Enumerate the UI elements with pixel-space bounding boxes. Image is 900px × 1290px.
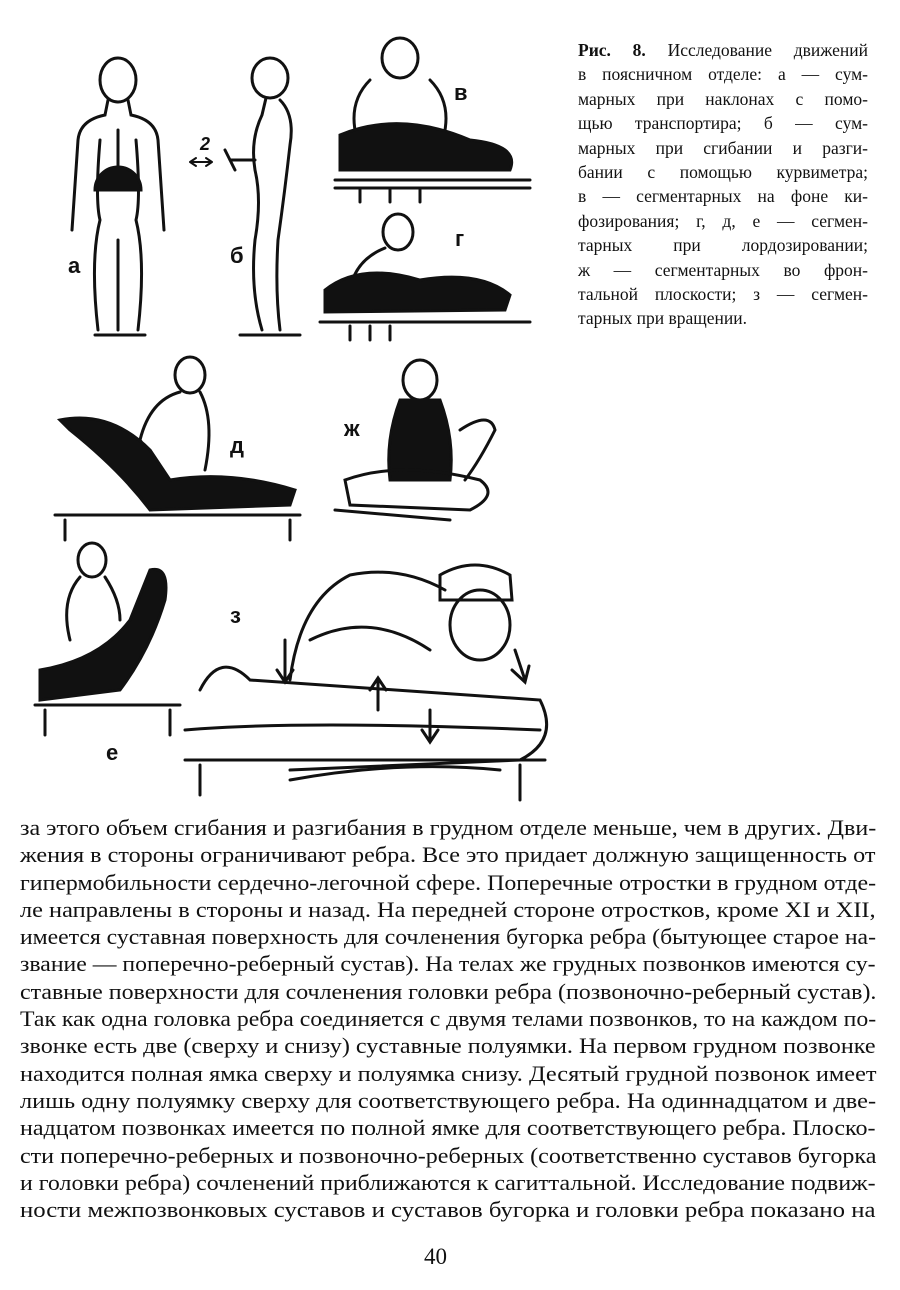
body-line: надцатом позвонках имеется по полной ямке для соответствующего ребра. Плоско- <box>20 1115 876 1141</box>
caption-line: марных при наклонах с помо- <box>578 88 868 109</box>
figure-label-z: з <box>230 603 241 628</box>
body-line: имеется суставная поверхность для сочленения бугорка ребра (бытующее старое на- <box>20 924 876 950</box>
body-line: звонке есть две (сверху и снизу) суставные полуямки. На первом грудном позвонке <box>20 1033 876 1059</box>
body-line: сти поперечно-реберных и позвоночно-реберных (соответственно суставов бугорка <box>20 1142 877 1168</box>
figure-d-lordosis <box>55 357 300 540</box>
caption-line: в — сегментарных на фоне ки- <box>578 186 868 207</box>
figure-v-kyphosis <box>335 38 530 202</box>
body-line: Так как одна головка ребра соединяется с двумя телами позвонков, то на каждом по- <box>20 1006 877 1032</box>
caption-line: тарных при лордозировании; <box>578 235 868 256</box>
caption-line: фозирования; г, д, е — сегмен- <box>578 210 868 231</box>
figure-label-g: г <box>455 226 465 251</box>
body-line: и головки ребра) сочленений приближаются к сагиттальной. Исследование подвиж- <box>20 1169 876 1195</box>
caption-line: бании с помощью курвиметра; <box>578 162 868 183</box>
body-line: за этого объем сгибания и разгибания в грудном отделе меньше, чем в других. Дви- <box>20 815 877 840</box>
figure-label-zh: ж <box>344 416 360 441</box>
caption-text: Исследование движений <box>645 40 868 60</box>
figure-a-standing-back <box>72 58 164 335</box>
caption-line: тарных при вращении. <box>578 308 747 329</box>
figure-z-rotation <box>185 565 547 800</box>
figure-label-v: в <box>454 80 468 105</box>
caption-figure-number: Рис. 8. <box>578 40 646 60</box>
figure-e-lordosis <box>35 543 180 735</box>
figure-caption <box>578 38 868 331</box>
figure-label-b: б <box>230 243 244 268</box>
body-line: ности межпозвонковых суставов и суставов бугорка и головки ребра показано на <box>20 1197 876 1223</box>
caption-line: в поясничном отделе: а — сум- <box>578 64 868 85</box>
figure-label-d: д <box>230 433 244 458</box>
body-line: жения в стороны ограничивают ребра. Все это придает должную защищенность от <box>20 842 876 868</box>
caption-line: марных при сгибании и разги- <box>578 137 868 158</box>
body-line: ле направлены в стороны и назад. На передней стороне отростков, кроме XI и XII, <box>20 896 876 922</box>
figure-g-lordosis <box>320 214 530 340</box>
body-paragraph <box>20 814 876 1223</box>
figure-arrow-number: 2 <box>200 134 211 154</box>
caption-line: тальной плоскости; з — сегмен- <box>578 284 868 305</box>
caption-line <box>578 38 868 62</box>
body-line: лишь одну полуямку сверху для соответствующего ребра. На одиннадцатом и две- <box>20 1087 877 1113</box>
body-line: звание — поперечно-реберный сустав). На телах же грудных позвонков имеются су- <box>20 951 876 977</box>
body-line: гипермобильности сердечно-легочной сфере. Поперечные отростки в грудном отде- <box>20 869 877 895</box>
figure-label-a: а <box>68 253 81 278</box>
body-line: находится полная ямка сверху и полуямка снизу. Десятый грудной позвонок имеет <box>20 1060 877 1086</box>
figure-label-e: е <box>106 740 119 765</box>
caption-line: ж — сегментарных во фрон- <box>578 259 868 280</box>
figure-b-standing-side <box>190 58 300 335</box>
page-number: 40 <box>424 1244 447 1269</box>
body-line: ставные поверхности для сочленения головки ребра (позвоночно-реберный сустав). <box>20 978 877 1004</box>
caption-line: щью транспортира; б — сум- <box>578 113 868 134</box>
